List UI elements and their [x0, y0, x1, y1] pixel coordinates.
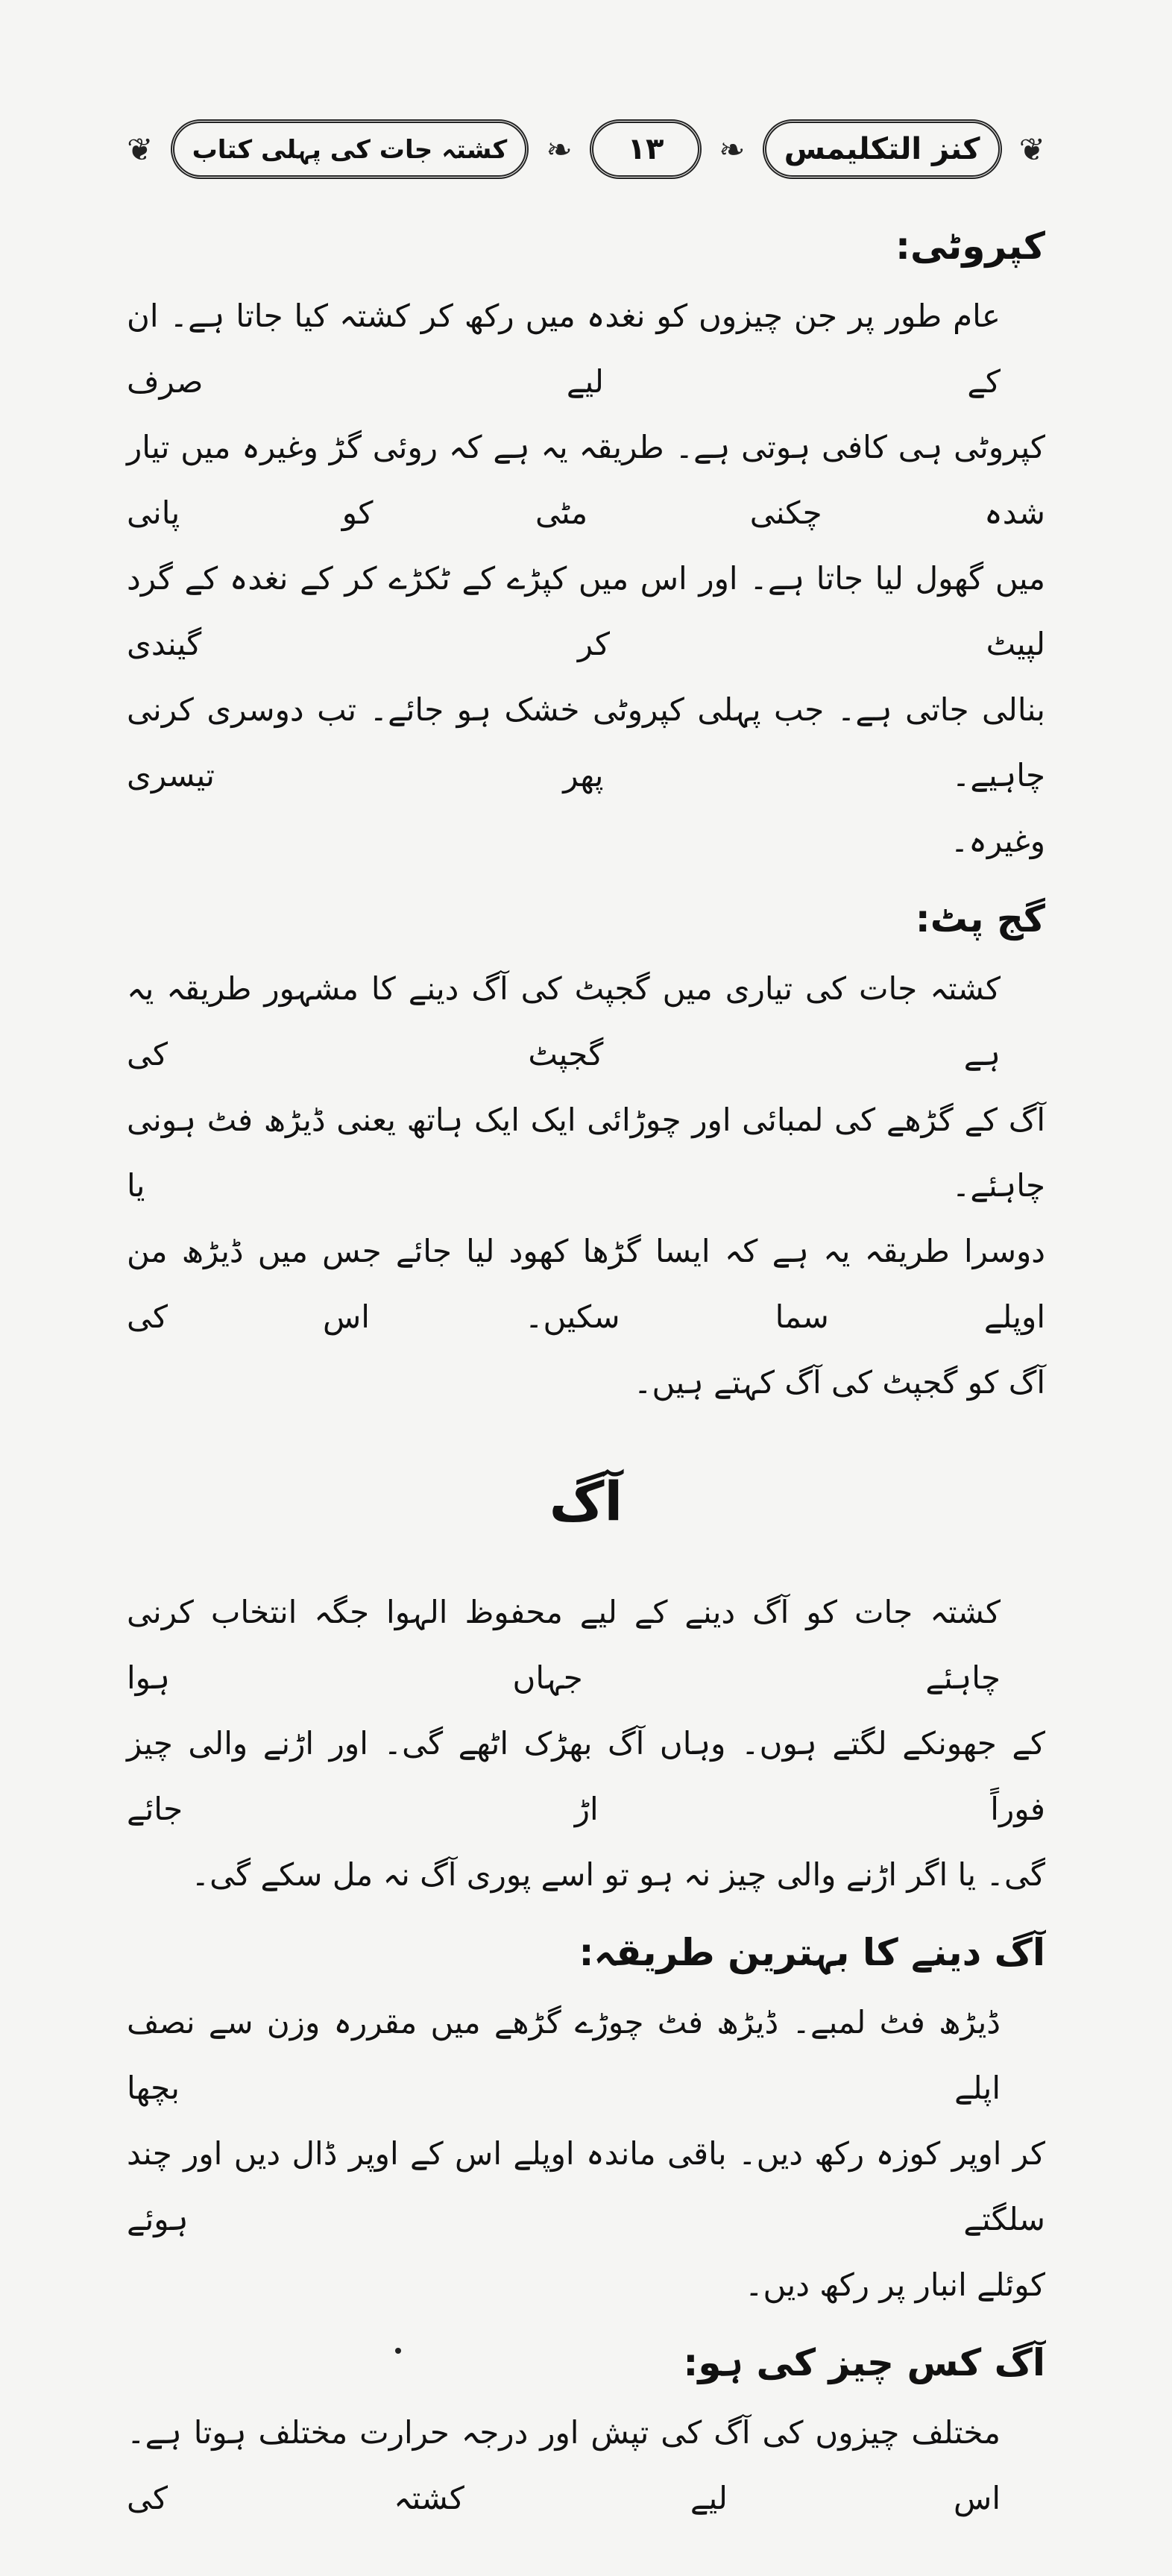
book-title: کنز التکلیمس [763, 119, 1002, 179]
page-body [127, 209, 1045, 2531]
text-line: آگ کو گجپٹ کی آگ کہتے ہیں۔ [633, 1364, 1045, 1401]
text-line: کے جھونکے لگتے ہوں۔ وہاں آگ بھڑک اٹھے گی۔ اور اڑنے والی چیز فوراً اڑ جائے [127, 1725, 1045, 1827]
ornament-icon: ❦ [1018, 131, 1045, 168]
section-heading: گج پٹ: [915, 897, 1045, 940]
text-line: بنالی جاتی ہے۔ جب پہلی کپروٹی خشک ہو جائے۔ تب دوسری کرنی چاہیے۔ پھر تیسری [127, 691, 1045, 794]
text-line: میں گھول لیا جاتا ہے۔ اور اس میں کپڑے کے ٹکڑے کر کے نغدہ کے گرد لپیٹ کر گیندی [127, 560, 1045, 662]
ornament-icon: ❧ [546, 131, 573, 168]
section-heading: کپروٹی: [895, 224, 1045, 268]
ornament-icon: ❧ [719, 131, 746, 168]
running-title: کشتہ جات کی پہلی کتاب [171, 119, 529, 179]
text-line: مختلف چیزوں کی آگ کی تپش اور درجہ حرارت مختلف ہوتا ہے۔ اس لیے کشتہ کی [127, 2414, 1001, 2516]
text-line: دوسرا طریقہ یہ ہے کہ ایسا گڑھا کھود لیا جائے جس میں ڈیڑھ من اوپلے سما سکیں۔ اس کی [127, 1233, 1045, 1335]
text-line: کشتہ جات کو آگ دینے کے لیے محفوظ الہوا جگہ انتخاب کرنی چاہئے جہاں ہوا [127, 1594, 1001, 1696]
text-line: عام طور پر جن چیزوں کو نغدہ میں رکھ کر کشتہ کیا جاتا ہے۔ ان کے لیے صرف [127, 298, 1001, 400]
section-heading: آگ دینے کا بہترین طریقہ: [579, 1931, 1045, 1974]
text-line: کپروٹی ہی کافی ہوتی ہے۔ طریقہ یہ ہے کہ روئی گڑ وغیرہ میں تیار شدہ چکنی مٹی کو پانی [127, 429, 1045, 531]
text-line: وغیرہ۔ [950, 823, 1045, 859]
page-number: ۱۳ [590, 119, 702, 179]
section-heading: آگ کس چیز کی ہو: [683, 2341, 1045, 2384]
text-line: گی۔ یا اگر اڑنے والی چیز نہ ہو تو اسے پوری آگ نہ مل سکے گی۔ [191, 1856, 1045, 1893]
text-line: کر اوپر کوزہ رکھ دیں۔ باقی ماندہ اوپلے اس کے اوپر ڈال دیں اور چند سلگتے ہوئے [127, 2135, 1045, 2237]
text-line: کوئلے انبار پر رکھ دیں۔ [744, 2266, 1045, 2303]
section-title: آگ [549, 1470, 623, 1533]
text-line: آگ کے گڑھے کی لمبائی اور چوڑائی ایک ایک ہاتھ یعنی ڈیڑھ فٹ ہونی چاہئے۔ یا [127, 1102, 1045, 1204]
page-header [127, 112, 1045, 186]
scan-speck [395, 2348, 401, 2354]
ornament-icon: ❦ [127, 131, 154, 168]
text-line: ڈیڑھ فٹ لمبے۔ ڈیڑھ فٹ چوڑے گڑھے میں مقررہ وزن سے نصف اپلے بچھا [127, 2004, 1001, 2106]
text-line: کشتہ جات کی تیاری میں گجپٹ کی آگ دینے کا مشہور طریقہ یہ ہے گجپٹ کی [127, 970, 1001, 1072]
